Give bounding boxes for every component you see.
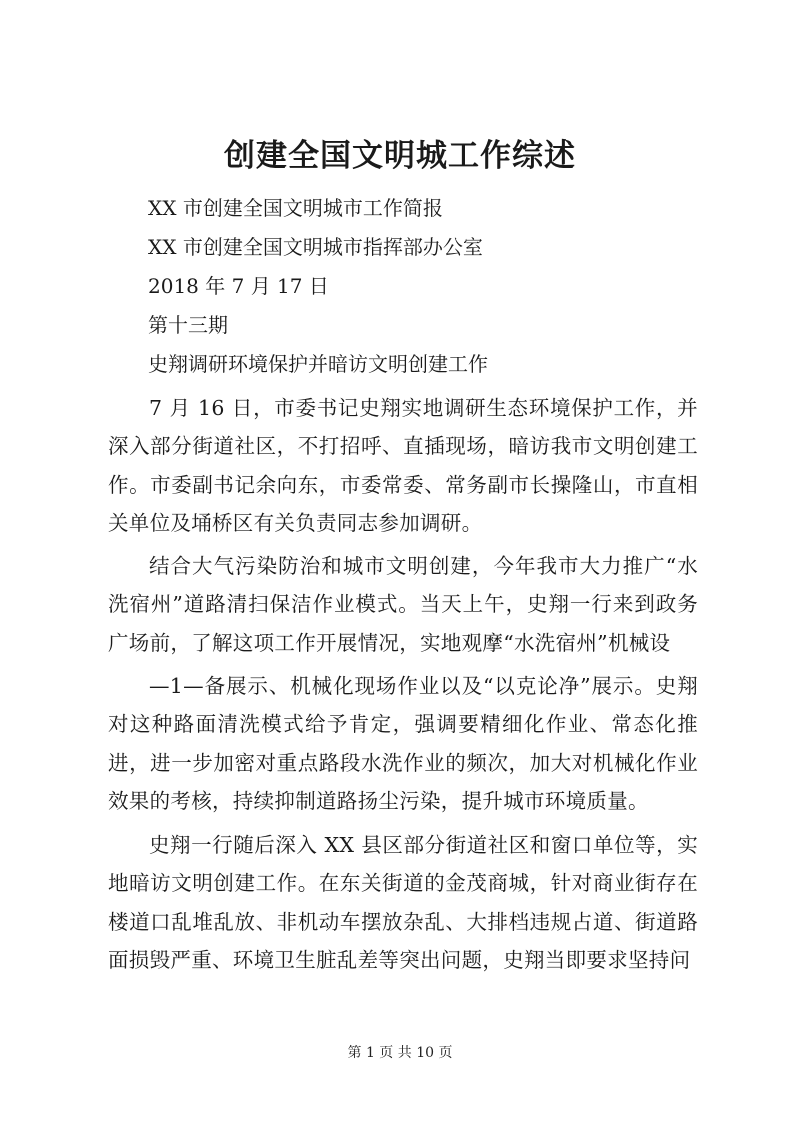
- issuing-office: XX 市创建全国文明城市指挥部办公室: [148, 235, 483, 259]
- bulletin-name: XX 市创建全国文明城市工作简报: [148, 196, 443, 220]
- article-headline: 史翔调研环境保护并暗访文明创建工作: [148, 352, 488, 376]
- paragraph-2: 结合大气污染防治和城市文明创建，今年我市大力推广“水洗宿州”道路清扫保洁作业模式。当天上午，史翔一行来到政务广场前，了解这项工作开展情况，实地观摩“水洗宿州”机械设: [108, 554, 698, 655]
- paragraph-1: 7 月 16 日，市委书记史翔实地调研生态环境保护工作，并深入部分街道社区，不打招呼、直插现场，暗访我市文明创建工作。市委副书记余向东，市委常委、常务副市长操隆山，市直相关单位及埇桥区有关负责同志参加调研。: [108, 396, 698, 536]
- issue-number: 第十三期: [148, 313, 228, 337]
- document-title: 创建全国文明城工作综述: [224, 138, 576, 174]
- paragraph-4: 史翔一行随后深入 XX 县区部分街道社区和窗口单位等，实地暗访文明创建工作。在东关街道的金茂商城，针对商业街存在楼道口乱堆乱放、非机动车摆放杂乱、大排档违规占道、街道路面损毁严重、环境卫生脏乱差等突出问题，史翔当即要求坚持问: [108, 833, 698, 973]
- issue-date: 2018 年 7 月 17 日: [148, 274, 329, 298]
- paragraph-3: —1—备展示、机械化现场作业以及“以克论净”展示。史翔对这种路面清洗模式给予肯定，强调要精细化作业、常态化推进，进一步加密对重点路段水洗作业的频次，加大对机械化作业效果的考核，持续抑制道路扬尘污染，提升城市环境质量。: [108, 674, 698, 814]
- page-footer: 第 1 页 共 10 页: [347, 1045, 453, 1061]
